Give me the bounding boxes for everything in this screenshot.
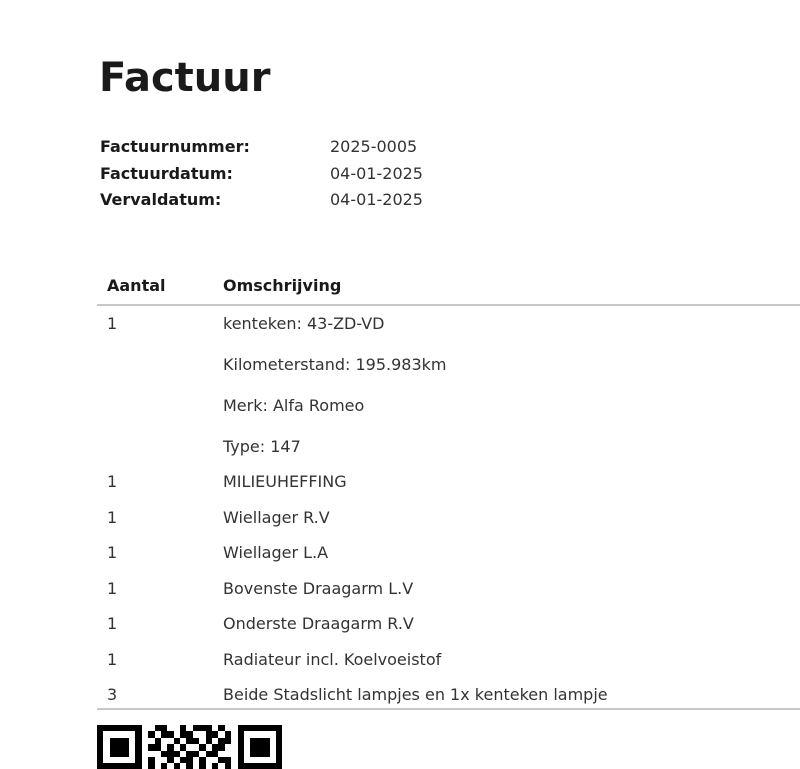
invoice-title: Factuur [99, 55, 271, 101]
row-description [223, 543, 800, 562]
meta-row [100, 161, 800, 188]
invoice-items-table [97, 276, 800, 711]
description-line: Merk: Alfa Romeo [223, 395, 365, 415]
description-line: Kilometerstand: 195.983km [223, 354, 447, 374]
row-description [223, 314, 800, 456]
row-description [223, 685, 800, 704]
description-line: Onderste Draagarm R.V [223, 614, 414, 633]
column-header-aantal: Aantal [107, 275, 166, 295]
table-row [97, 579, 800, 598]
row-description [223, 508, 800, 527]
row-description [223, 650, 800, 669]
row-quantity: 1 [107, 578, 118, 598]
table-row [97, 685, 800, 704]
description-line: Radiateur incl. Koelvoeistof [223, 649, 442, 669]
description-line: Type: 147 [223, 436, 301, 456]
table-body [97, 306, 800, 711]
invoice-page [0, 55, 800, 769]
meta-label: Vervaldatum: [100, 190, 222, 209]
qr-code [97, 725, 800, 769]
description-line: MILIEUHEFFING [223, 472, 347, 491]
description-line: Bovenste Draagarm L.V [223, 578, 414, 598]
row-description [223, 472, 800, 491]
row-quantity: 1 [107, 614, 118, 633]
meta-label: Factuurnummer: [100, 137, 250, 156]
meta-row [100, 134, 800, 161]
row-quantity: 3 [107, 685, 118, 704]
row-quantity: 1 [107, 507, 118, 527]
description-line: Beide Stadslicht lampjes en 1x kenteken lampje [223, 685, 608, 704]
meta-value: 04-01-2025 [330, 190, 423, 209]
table-header-row [97, 276, 800, 306]
table-row [97, 650, 800, 669]
meta-label: Factuurdatum: [100, 163, 233, 183]
row-quantity: 1 [107, 472, 118, 491]
table-row [97, 472, 800, 491]
row-quantity: 1 [107, 313, 118, 333]
description-line: Wiellager L.A [223, 543, 329, 562]
table-row [97, 614, 800, 633]
table-row [97, 543, 800, 562]
meta-row [100, 187, 800, 214]
table-row [97, 314, 800, 456]
invoice-meta [100, 134, 800, 214]
qr-row [97, 763, 800, 769]
row-quantity: 1 [107, 649, 118, 669]
description-line: kenteken: 43-ZD-VD [223, 313, 385, 333]
description-line: Wiellager R.V [223, 507, 330, 527]
meta-value: 2025-0005 [330, 137, 418, 156]
row-quantity: 1 [107, 543, 118, 562]
column-header-omschrijving: Omschrijving [223, 275, 342, 295]
row-description [223, 614, 800, 633]
table-row [97, 508, 800, 527]
row-description [223, 579, 800, 598]
meta-value: 04-01-2025 [330, 163, 423, 183]
